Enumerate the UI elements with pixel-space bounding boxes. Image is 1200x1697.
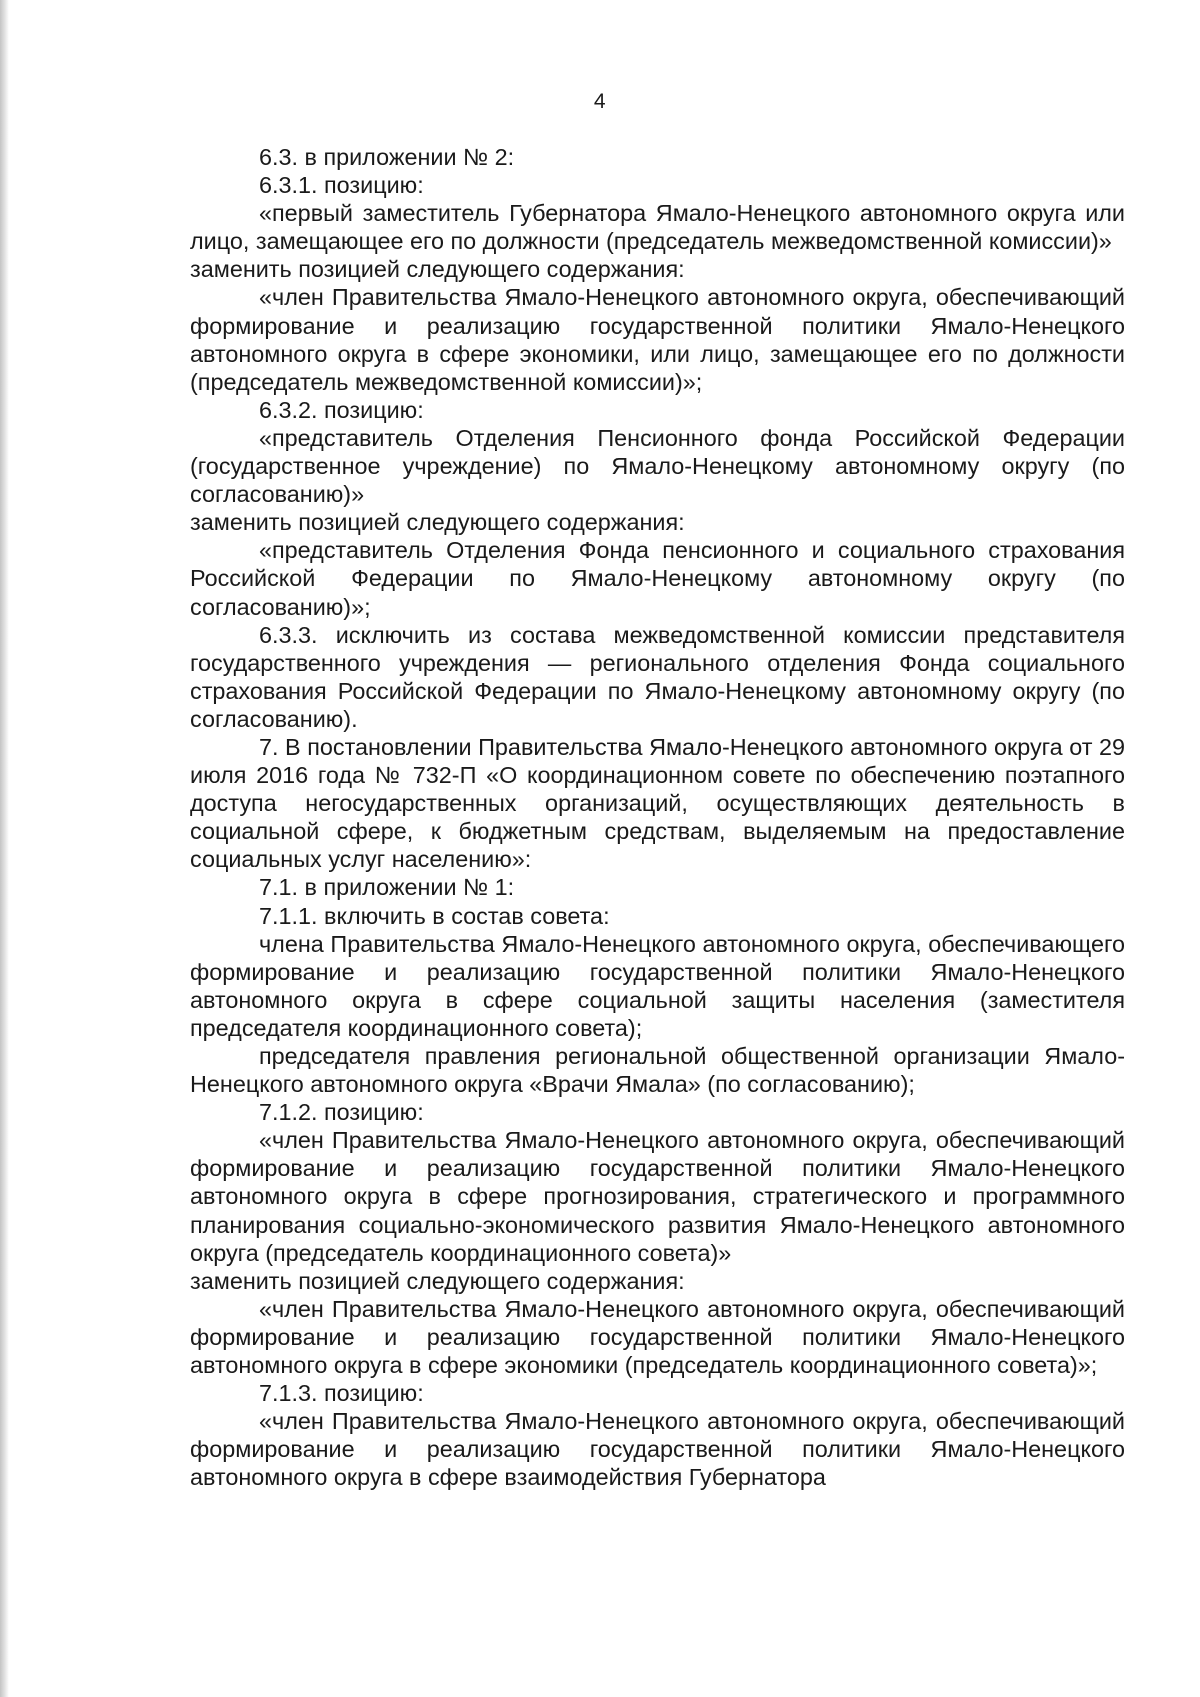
quoted-position-old: «представитель Отделения Пенсионного фонда Российской Федерации (государственное учреждение) по Ямало-Ненецкому автономному округу (по согласованию)» bbox=[190, 424, 1125, 508]
quoted-position-new: «член Правительства Ямало-Ненецкого автономного округа, обеспечивающий формирование и реализацию государственной политики Ямало-Ненецкого автономного округа в сфере экономики (председатель координационного совета)»; bbox=[190, 1295, 1125, 1379]
document-body bbox=[190, 143, 1125, 1492]
quoted-position-new: «член Правительства Ямало-Ненецкого автономного округа, обеспечивающий формирование и реализацию государственной политики Ямало-Ненецкого автономного округа в сфере экономики, или лицо, замещающее его по должности (председатель межведомственной комиссии)»; bbox=[190, 284, 1125, 395]
paragraph-6-3-1: 6.3.1. позицию: bbox=[259, 172, 424, 199]
replace-instruction: заменить позицией следующего содержания: bbox=[190, 509, 685, 536]
replace-instruction: заменить позицией следующего содержания: bbox=[190, 256, 685, 283]
quoted-position-old: «член Правительства Ямало-Ненецкого автономного округа, обеспечивающий формирование и реализацию государственной политики Ямало-Ненецкого автономного округа в сфере взаимодействия Губернатора bbox=[190, 1408, 1125, 1491]
replace-instruction: заменить позицией следующего содержания: bbox=[190, 1267, 685, 1294]
council-member-entry: председателя правления региональной общественной организации Ямало-Ненецкого автономного округа «Врачи Ямала» (по согласованию); bbox=[190, 1043, 1125, 1098]
paragraph-7: 7. В постановлении Правительства Ямало-Ненецкого автономного округа от 29 июля 2016 года № 732-П «О координационном совете по обеспечению поэтапного доступа негосударственных организаций, осуществляющих деятельность в социальной сфере, к бюджетным средствам, выделяемым на предоставление социальных услуг населению»: bbox=[190, 733, 1125, 873]
page-number: 4 bbox=[593, 90, 607, 113]
paragraph-7-1: 7.1. в приложении № 1: bbox=[259, 874, 515, 901]
quoted-position-new: «представитель Отделения Фонда пенсионного и социального страхования Российской Федерации по Ямало-Ненецкому автономному округу (по согласованию)»; bbox=[190, 537, 1125, 620]
paragraph-6-3: 6.3. в приложении № 2: bbox=[259, 144, 515, 170]
paragraph-7-1-2: 7.1.2. позицию: bbox=[259, 1099, 424, 1126]
quoted-position-old: «первый заместитель Губернатора Ямало-Ненецкого автономного округа или лицо, замещающее его по должности (председатель межведомственной комиссии)» bbox=[190, 200, 1125, 255]
quoted-position-old: «член Правительства Ямало-Ненецкого автономного округа, обеспечивающий формирование и реализацию государственной политики Ямало-Ненецкого автономного округа в сфере прогнозирования, стратегического и программного планирования социально-экономического развития Ямало-Ненецкого автономного округа (председатель координационного совета)» bbox=[190, 1127, 1125, 1266]
paragraph-6-3-3: 6.3.3. исключить из состава межведомственной комиссии представителя государственного учреждения — регионального отделения Фонда социального страхования Российской Федерации по Ямало-Ненецкому автономному округу (по согласованию). bbox=[190, 621, 1125, 732]
paragraph-7-1-1: 7.1.1. включить в состав совета: bbox=[259, 902, 610, 929]
paragraph-7-1-3: 7.1.3. позицию: bbox=[259, 1380, 424, 1407]
paragraph-6-3-2: 6.3.2. позицию: bbox=[259, 396, 424, 423]
council-member-entry: члена Правительства Ямало-Ненецкого автономного округа, обеспечивающего формирование и реализацию государственной политики Ямало-Ненецкого автономного округа в сфере социальной защиты населения (заместителя председателя координационного совета); bbox=[190, 930, 1125, 1041]
